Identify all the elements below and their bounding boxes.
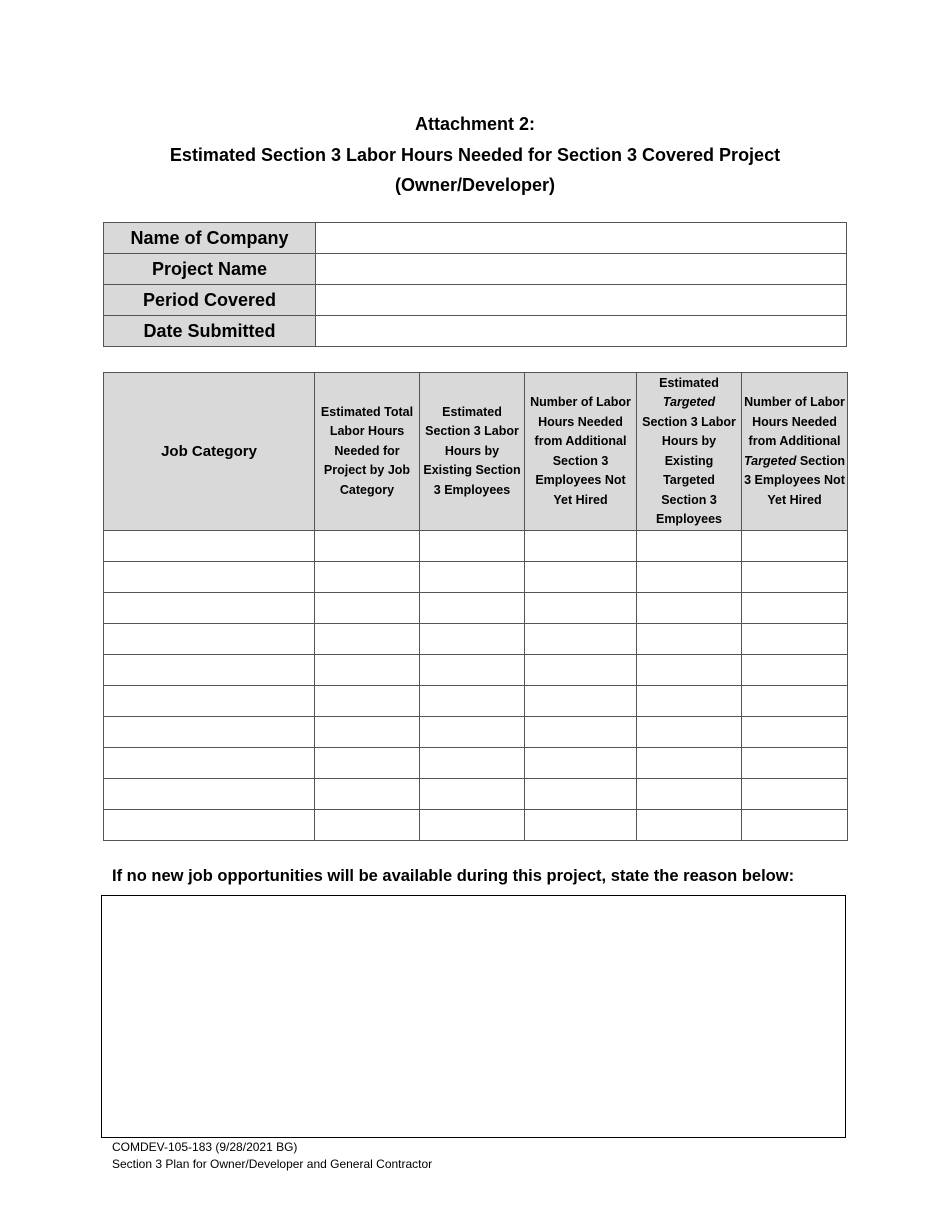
table-cell[interactable] — [525, 593, 637, 624]
table-cell[interactable] — [104, 655, 315, 686]
table-cell[interactable] — [315, 624, 420, 655]
table-cell[interactable] — [525, 779, 637, 810]
header-total-labor-hours: Estimated Total Labor Hours Needed for Project by Job Category — [315, 373, 420, 531]
reason-label: If no new job opportunities will be available during this project, state the reason below: — [112, 867, 795, 885]
table-cell[interactable] — [525, 686, 637, 717]
title-line-3: (Owner/Developer) — [394, 175, 556, 195]
table-cell[interactable] — [637, 593, 742, 624]
header-existing-section3-hours: Estimated Section 3 Labor Hours by Existing Section 3 Employees — [420, 373, 525, 531]
table-cell[interactable] — [742, 810, 848, 841]
name-of-company-label: Name of Company — [104, 223, 316, 254]
project-name-field[interactable] — [316, 254, 847, 285]
labor-hours-table — [103, 372, 848, 841]
table-row — [104, 593, 848, 624]
table-row — [104, 655, 848, 686]
table-cell[interactable] — [315, 686, 420, 717]
table-cell[interactable] — [742, 593, 848, 624]
table-cell[interactable] — [637, 562, 742, 593]
table-cell[interactable] — [637, 779, 742, 810]
table-row — [104, 531, 848, 562]
title-line-2: Estimated Section 3 Labor Hours Needed for Section 3 Covered Project — [169, 145, 781, 165]
period-covered-label: Period Covered — [104, 285, 316, 316]
table-cell[interactable] — [104, 531, 315, 562]
table-cell[interactable] — [420, 593, 525, 624]
table-row — [104, 624, 848, 655]
info-row-project — [104, 254, 847, 285]
table-cell[interactable] — [315, 779, 420, 810]
table-row — [104, 810, 848, 841]
table-cell[interactable] — [104, 562, 315, 593]
header-existing-targeted-hours: Estimated Targeted Section 3 Labor Hours by Existing Targeted Section 3 Employees — [637, 373, 742, 531]
date-submitted-field[interactable] — [316, 316, 847, 347]
info-row-company — [104, 223, 847, 254]
table-cell[interactable] — [420, 717, 525, 748]
table-cell[interactable] — [315, 655, 420, 686]
table-cell[interactable] — [104, 717, 315, 748]
table-cell[interactable] — [315, 531, 420, 562]
table-cell[interactable] — [525, 655, 637, 686]
table-cell[interactable] — [742, 717, 848, 748]
table-cell[interactable] — [104, 686, 315, 717]
table-cell[interactable] — [104, 748, 315, 779]
table-cell[interactable] — [637, 655, 742, 686]
table-row — [104, 686, 848, 717]
table-cell[interactable] — [525, 717, 637, 748]
table-cell[interactable] — [104, 779, 315, 810]
info-row-period — [104, 285, 847, 316]
labor-hours-table-body — [104, 531, 848, 841]
name-of-company-field[interactable] — [316, 223, 847, 254]
table-cell[interactable] — [104, 593, 315, 624]
table-cell[interactable] — [104, 810, 315, 841]
table-cell[interactable] — [315, 717, 420, 748]
table-cell[interactable] — [637, 717, 742, 748]
table-cell[interactable] — [104, 624, 315, 655]
table-cell[interactable] — [315, 748, 420, 779]
reason-textbox[interactable] — [101, 895, 846, 1138]
footer-form-title: Section 3 Plan for Owner/Developer and General Contractor — [112, 1157, 433, 1171]
table-cell[interactable] — [420, 562, 525, 593]
period-covered-field[interactable] — [316, 285, 847, 316]
table-cell[interactable] — [637, 686, 742, 717]
table-row — [104, 748, 848, 779]
company-info-table — [103, 222, 847, 347]
table-cell[interactable] — [420, 655, 525, 686]
table-cell[interactable] — [525, 748, 637, 779]
table-cell[interactable] — [315, 810, 420, 841]
table-cell[interactable] — [742, 779, 848, 810]
info-row-date — [104, 316, 847, 347]
title-line-1: Attachment 2: — [414, 114, 535, 134]
table-cell[interactable] — [742, 686, 848, 717]
header-job-category: Job Category — [104, 373, 315, 531]
table-cell[interactable] — [525, 562, 637, 593]
table-cell[interactable] — [420, 779, 525, 810]
table-cell[interactable] — [525, 624, 637, 655]
table-cell[interactable] — [525, 810, 637, 841]
table-cell[interactable] — [315, 562, 420, 593]
project-name-label: Project Name — [104, 254, 316, 285]
date-submitted-label: Date Submitted — [104, 316, 316, 347]
header-additional-targeted-hours: Number of Labor Hours Needed from Additional Targeted Section 3 Employees Not Yet Hired — [742, 373, 848, 531]
table-cell[interactable] — [637, 624, 742, 655]
table-cell[interactable] — [420, 531, 525, 562]
table-row — [104, 717, 848, 748]
table-cell[interactable] — [742, 748, 848, 779]
table-cell[interactable] — [742, 531, 848, 562]
table-row — [104, 562, 848, 593]
header-row — [104, 373, 848, 531]
footer-form-id: COMDEV-105-183 (9/28/2021 BG) — [112, 1140, 298, 1154]
header-additional-section3-hours: Number of Labor Hours Needed from Additional Section 3 Employees Not Yet Hired — [525, 373, 637, 531]
table-cell[interactable] — [420, 748, 525, 779]
table-cell[interactable] — [637, 531, 742, 562]
table-cell[interactable] — [525, 531, 637, 562]
table-cell[interactable] — [742, 562, 848, 593]
table-cell[interactable] — [637, 810, 742, 841]
table-row — [104, 779, 848, 810]
table-cell[interactable] — [742, 655, 848, 686]
table-cell[interactable] — [420, 686, 525, 717]
table-cell[interactable] — [315, 593, 420, 624]
table-cell[interactable] — [420, 624, 525, 655]
table-cell[interactable] — [637, 748, 742, 779]
table-cell[interactable] — [742, 624, 848, 655]
table-cell[interactable] — [420, 810, 525, 841]
